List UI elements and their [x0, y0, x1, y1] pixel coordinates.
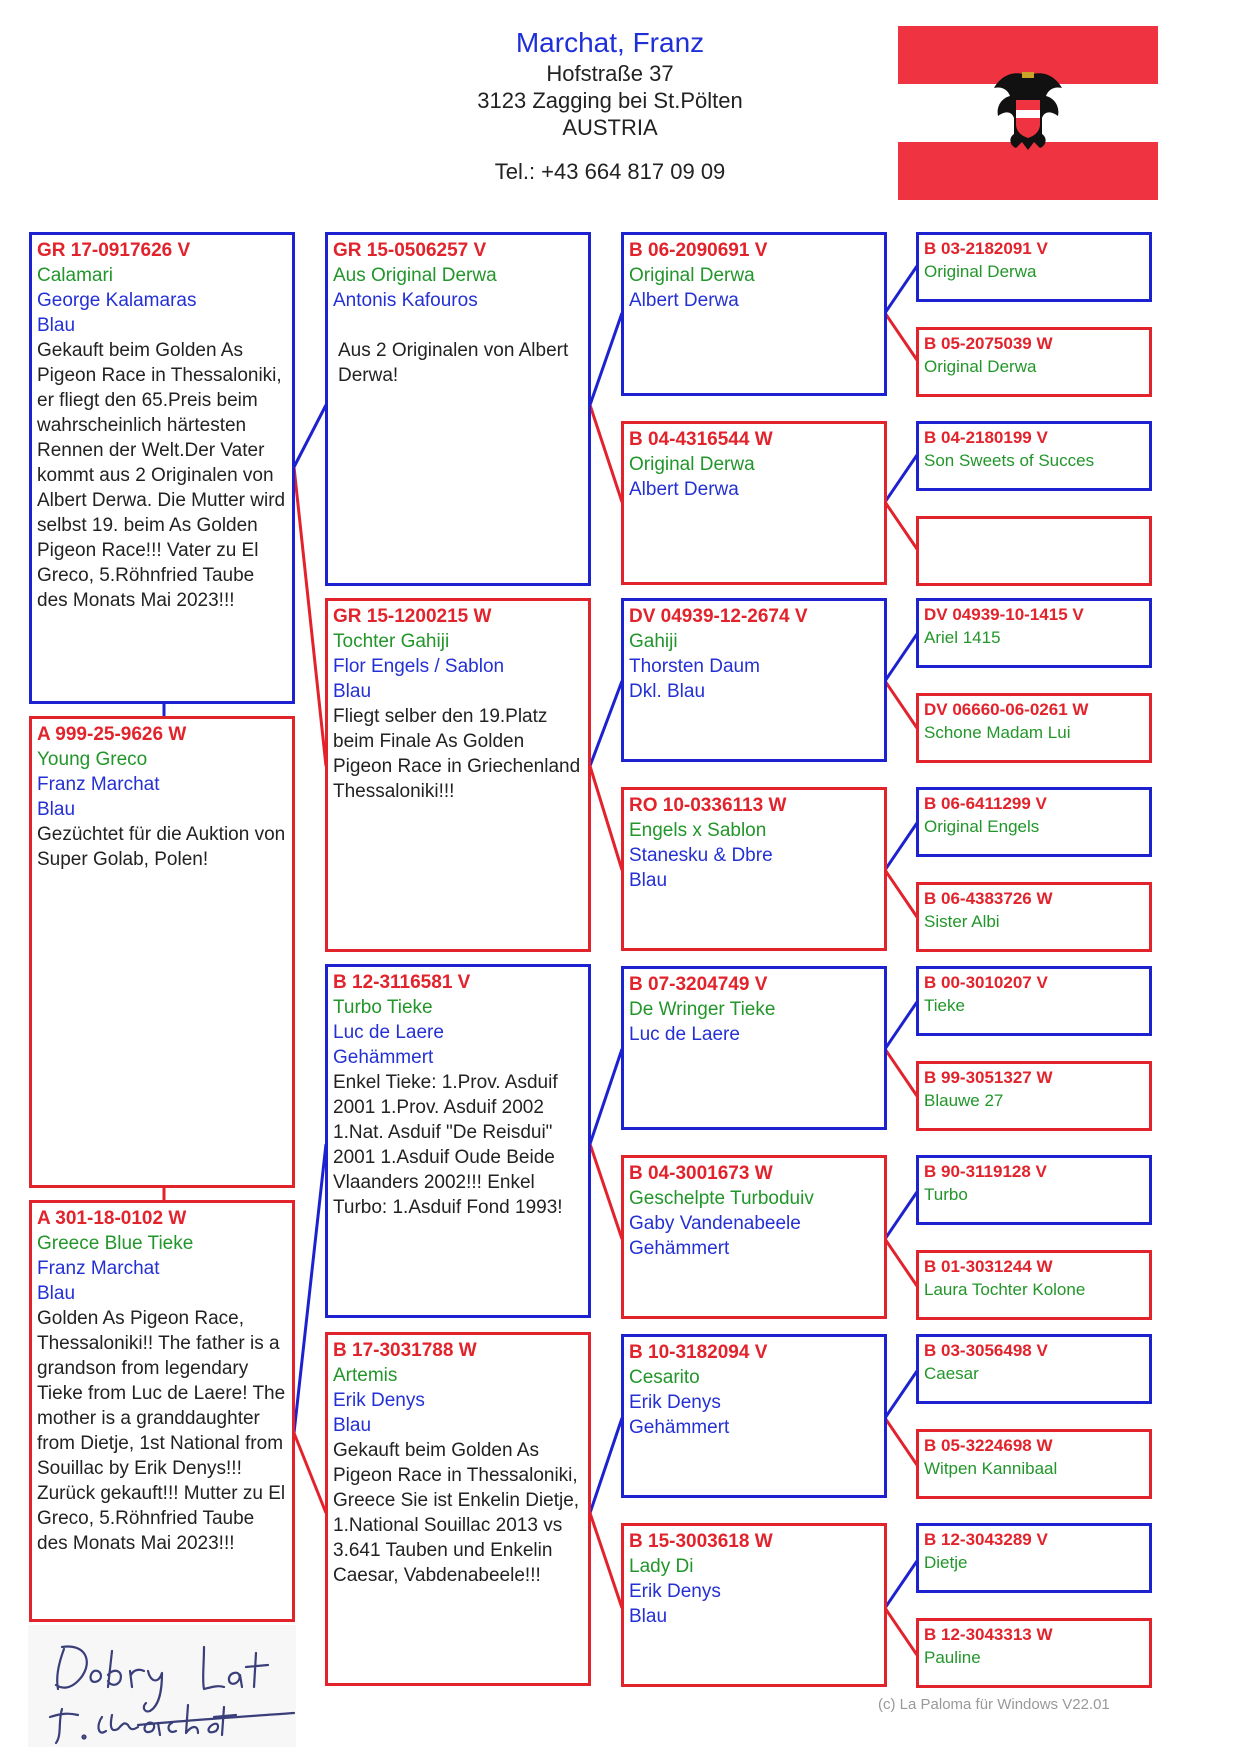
breeder: Franz Marchat [37, 1258, 160, 1279]
pigeon-name: Gahiji [629, 631, 678, 652]
breeder-name: Marchat, Franz [515, 27, 705, 58]
pedigree-card-gen4-1 [916, 232, 1152, 302]
breeder: Thorsten Daum [629, 656, 760, 677]
ring-number: RO 10-0336113 W [629, 795, 787, 816]
pigeon-name: Caesar [924, 1364, 979, 1383]
pedigree-note: Enkel Tieke: 1.Prov. Asduif 2001 1.Prov. Asduif 2002 1.Nat. Asduif "De Reisdui" 2001 1.Asduif Oude Beide Vlaanders 2002!!! Enkel Turbo: 1.Asduif Fond 1993! [333, 1072, 563, 1218]
pigeon-name: Sister Albi [924, 912, 1000, 931]
ring-number: B 07-3204749 V [629, 974, 768, 995]
pedigree-card-gen2-3 [325, 964, 591, 1318]
ring-number: B 17-3031788 W [333, 1340, 477, 1361]
ring-number: B 90-3119128 V [924, 1162, 1047, 1181]
ring-number: B 04-2180199 V [924, 428, 1048, 447]
software-footer: (c) La Paloma für Windows V22.01 [878, 1696, 1110, 1713]
pedigree-note: Gezüchtet für die Auktion von Super Golab, Polen! [37, 824, 286, 870]
plumage-color: Blau [37, 1283, 76, 1304]
pigeon-name: Pauline [924, 1648, 981, 1667]
pedigree-note: Gekauft beim Golden As Pigeon Race in Thessaloniki, er fliegt den 65.Preis beim wahrscheinlich härtesten Rennen der Welt.Der Vater kommt aus 2 Originalen von Albert Derwa. Die Mutter wird selbst 19. beim As Golden Pigeon Race!!! Vater zu El Greco, 5.Röhnfried Taube des Monats Mai 2023!!! [37, 340, 286, 611]
pigeon-name: Geschelpte Turboduiv [629, 1188, 814, 1209]
pedigree-card-gen4-16 [916, 1618, 1152, 1688]
ring-number: B 06-2090691 V [629, 240, 768, 261]
pigeon-name: Cesarito [629, 1367, 700, 1388]
plumage-color: Blau [333, 681, 372, 702]
pedigree-card-gen4-2 [916, 327, 1152, 397]
pedigree-card-gen4-10 [916, 1061, 1152, 1131]
pedigree-note: Fliegt selber den 19.Platz beim Finale As Golden Pigeon Race in Griechenland Thessaloniki!!! [333, 706, 581, 802]
breeder: Albert Derwa [629, 290, 739, 311]
pedigree-card-gen4-8 [916, 882, 1152, 952]
ring-number: B 04-3001673 W [629, 1163, 773, 1184]
breeder: Franz Marchat [37, 774, 160, 795]
plumage-color: Blau [629, 1606, 668, 1627]
ring-number: GR 17-0917626 V [37, 240, 191, 261]
pedigree-card-gen4-14 [916, 1429, 1152, 1499]
pedigree-card-gen4-13 [916, 1334, 1152, 1404]
pedigree-note: Aus 2 Originalen von Albert Derwa! [338, 340, 569, 386]
ring-number: B 99-3051327 W [924, 1068, 1053, 1087]
pedigree-card-gen3-3 [621, 598, 887, 762]
ring-number: GR 15-0506257 V [333, 240, 487, 261]
pigeon-name: Ariel 1415 [924, 628, 1001, 647]
pedigree-card-gen4-5 [916, 598, 1152, 668]
pedigree-card-gen3-2 [621, 421, 887, 585]
plumage-color: Gehämmert [333, 1047, 434, 1068]
pedigree-note: Golden As Pigeon Race, Thessaloniki!! The father is a grandson from legendary Tieke from Luc de Laere! The mother is a granddaughter from Dietje, 1st National from Souillac by Erik Denys!!! Zurück gekauft!!! Mutter zu El Greco, 5.Röhnfried Taube des Monats Mai 2023!!! [37, 1308, 286, 1554]
ring-number: B 10-3182094 V [629, 1342, 768, 1363]
pigeon-name: Turbo Tieke [333, 997, 433, 1018]
ring-number: B 00-3010207 V [924, 973, 1048, 992]
pigeon-name: Schone Madam Lui [924, 723, 1071, 742]
pedigree-card-gen4-6 [916, 693, 1152, 763]
pedigree-note: Gekauft beim Golden As Pigeon Race in Thessaloniki, Greece Sie ist Enkelin Dietje, 1.National Souillac 2013 vs 3.641 Tauben und Enkelin Caesar, Vabdenabeele!!! [333, 1440, 580, 1586]
pedigree-card-gen4-15 [916, 1523, 1152, 1593]
pigeon-name: Artemis [333, 1365, 398, 1386]
breeder: Erik Denys [333, 1390, 425, 1411]
pedigree-card-gen4-7 [916, 787, 1152, 857]
breeder: Antonis Kafouros [333, 290, 478, 311]
breeder: George Kalamaras [37, 290, 197, 311]
breeder-street: Hofstraße 37 [546, 61, 674, 86]
breeder-city: 3123 Zagging bei St.Pölten [477, 88, 743, 113]
pigeon-name: Witpen Kannibaal [924, 1459, 1058, 1478]
pedigree-card-gen3-5 [621, 966, 887, 1130]
plumage-color: Dkl. Blau [629, 681, 706, 702]
breeder-phone: Tel.: +43 664 817 09 09 [494, 159, 726, 184]
pigeon-name: Lady Di [629, 1556, 694, 1577]
pigeon-name: Son Sweets of Succes [924, 451, 1095, 470]
ring-number: B 12-3043313 W [924, 1625, 1053, 1644]
breeder: Luc de Laere [629, 1024, 740, 1045]
breeder: Luc de Laere [333, 1022, 444, 1043]
pigeon-name: Dietje [924, 1553, 968, 1572]
ring-number: B 12-3116581 V [333, 972, 471, 993]
pigeon-name: Original Derwa [924, 357, 1037, 376]
pigeon-name: Turbo [924, 1185, 968, 1204]
ring-number: B 12-3043289 V [924, 1530, 1048, 1549]
breeder: Albert Derwa [629, 479, 739, 500]
pigeon-name: Blauwe 27 [924, 1091, 1004, 1110]
ring-number: B 03-3056498 V [924, 1341, 1048, 1360]
ring-number: B 01-3031244 W [924, 1257, 1053, 1276]
pigeon-name: Aus Original Derwa [333, 265, 497, 286]
breeder: Stanesku & Dbre [629, 845, 773, 866]
pigeon-name: Original Engels [924, 817, 1040, 836]
pigeon-name: Calamari [37, 265, 114, 286]
plumage-color: Blau [629, 870, 668, 891]
pigeon-name: Young Greco [37, 749, 148, 770]
plumage-color: Blau [333, 1415, 372, 1436]
pedigree-card-gen4-11 [916, 1155, 1152, 1225]
pedigree-card-gen2-4 [325, 1332, 591, 1686]
pigeon-name: Original Derwa [629, 265, 755, 286]
pigeon-name: Tieke [924, 996, 965, 1015]
pedigree-card-gen3-8 [621, 1523, 887, 1687]
pedigree-card-gen4-4 [916, 516, 1152, 586]
handwritten-signature [28, 1625, 296, 1747]
pedigree-card-gen4-9 [916, 966, 1152, 1036]
ring-number: B 03-2182091 V [924, 239, 1048, 258]
breeder: Erik Denys [629, 1581, 721, 1602]
ring-number: A 999-25-9626 W [37, 724, 187, 745]
ring-number: B 15-3003618 W [629, 1531, 773, 1552]
pedigree-card-mother [29, 1200, 295, 1622]
pedigree-card-gen3-4 [621, 787, 887, 951]
ring-number: DV 04939-12-2674 V [629, 606, 808, 627]
pedigree-card-gen2-2 [325, 598, 591, 952]
pedigree-card-gen3-7 [621, 1334, 887, 1498]
ring-number: B 05-3224698 W [924, 1436, 1053, 1455]
pedigree-card-father [29, 232, 295, 704]
plumage-color: Gehämmert [629, 1417, 730, 1438]
ring-number: A 301-18-0102 W [37, 1208, 187, 1229]
pedigree-card-gen2-1 [325, 232, 591, 586]
ring-number: GR 15-1200215 W [333, 606, 492, 627]
ring-number: B 06-6411299 V [924, 794, 1047, 813]
pigeon-name: Original Derwa [629, 454, 755, 475]
breeder: Erik Denys [629, 1392, 721, 1413]
plumage-color: Gehämmert [629, 1238, 730, 1259]
pigeon-name: Original Derwa [924, 262, 1037, 281]
pedigree-card-gen3-6 [621, 1155, 887, 1319]
pigeon-name: Laura Tochter Kolone [924, 1280, 1086, 1299]
plumage-color: Blau [37, 799, 76, 820]
ring-number: DV 06660-06-0261 W [924, 700, 1089, 719]
ring-number: B 05-2075039 W [924, 334, 1053, 353]
pedigree-card-gen4-3 [916, 421, 1152, 491]
pigeon-name: Engels x Sablon [629, 820, 767, 841]
breeder-country: AUSTRIA [562, 115, 658, 140]
pedigree-card-gen3-1 [621, 232, 887, 396]
pigeon-name: Tochter Gahiji [333, 631, 450, 652]
pigeon-name: De Wringer Tieke [629, 999, 776, 1020]
pigeon-name: Greece Blue Tieke [37, 1233, 194, 1254]
pedigree-card-gen4-12 [916, 1250, 1152, 1320]
plumage-color: Blau [37, 315, 76, 336]
ring-number: B 06-4383726 W [924, 889, 1053, 908]
breeder: Flor Engels / Sablon [333, 656, 505, 677]
ring-number: DV 04939-10-1415 V [924, 605, 1084, 624]
ring-number: B 04-4316544 W [629, 429, 773, 450]
breeder: Gaby Vandenabeele [629, 1213, 801, 1234]
plumage-color [333, 313, 583, 338]
pedigree-card-main [29, 716, 295, 1188]
